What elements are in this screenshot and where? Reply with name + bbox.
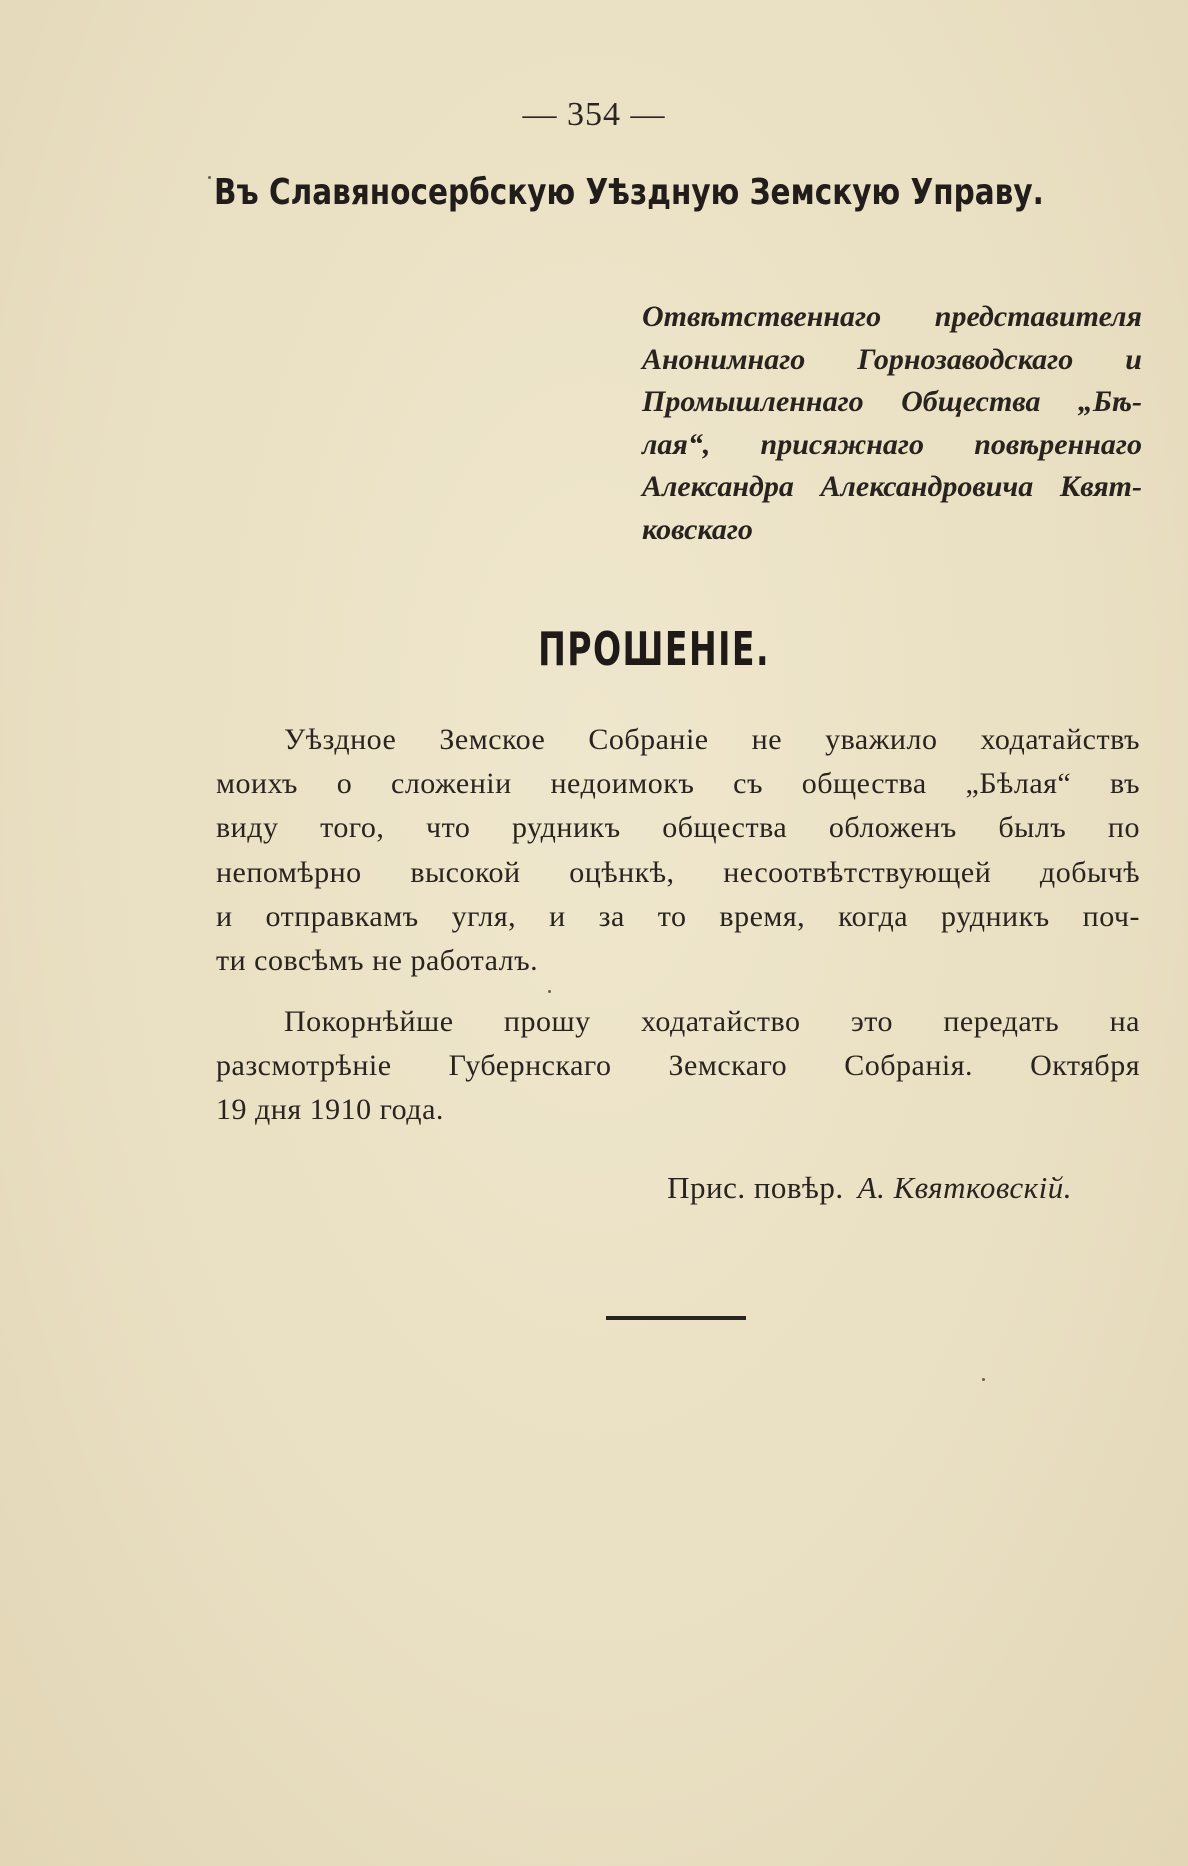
- paragraph-line: виду того, что рудникъ общества обложенъ былъ по: [216, 811, 1140, 845]
- sender-line: ковскаго: [642, 512, 753, 546]
- address-heading: Въ Славяносербскую Уѣздную Земскую Управу.: [214, 172, 1044, 213]
- sender-line: Анонимнаго Горнозаводскаго и: [642, 342, 1142, 376]
- sender-block: [642, 296, 1142, 551]
- paragraph-line: Покорнѣйше прошу ходатайство это передать на: [284, 1005, 1140, 1038]
- paragraph-line: ти совсѣмъ не работалъ.: [216, 944, 539, 978]
- sender-line: Промышленнаго Общества „Бѣ-: [642, 385, 1142, 418]
- paragraph-line: Уѣздное Земское Собраніе не уважило ходатайствъ: [284, 723, 1140, 756]
- sender-line: Александра Александровича Квят-: [642, 470, 1142, 503]
- paragraph-line: моихъ о сложеніи недоимокъ съ общества „Бѣлая“ въ: [216, 767, 1140, 801]
- signature-name: А. Квятковскій.: [857, 1170, 1072, 1205]
- page-number: — 354 —: [522, 96, 666, 133]
- paragraph-1: [216, 718, 1140, 983]
- paragraph-line: 19 дня 1910 года.: [216, 1093, 444, 1127]
- signature-title: Прис. повѣр.: [667, 1170, 844, 1205]
- end-rule: [606, 1316, 746, 1320]
- signature: [0, 1170, 1072, 1206]
- paragraph-line: и отправкамъ угля, и за то время, когда рудникъ поч-: [216, 899, 1140, 933]
- petition-title: [0, 622, 1188, 676]
- sender-line: Отвѣтственнаго представителя: [642, 300, 1142, 333]
- petition-title-text: ПРОШЕНІЕ.: [538, 622, 770, 676]
- paragraph-line: непомѣрно высокой оцѣнкѣ, несоотвѣтствующей добычѣ: [216, 855, 1140, 889]
- paragraph-line: разсмотрѣніе Губернскаго Земскаго Собранія. Октября: [216, 1049, 1140, 1083]
- paper-speck: [548, 990, 551, 993]
- paragraph-2: [216, 1000, 1140, 1133]
- paper-speck: [208, 176, 211, 179]
- sender-line: лая“, присяжнаго повѣреннаго: [642, 427, 1142, 461]
- paper-speck: [982, 1378, 985, 1381]
